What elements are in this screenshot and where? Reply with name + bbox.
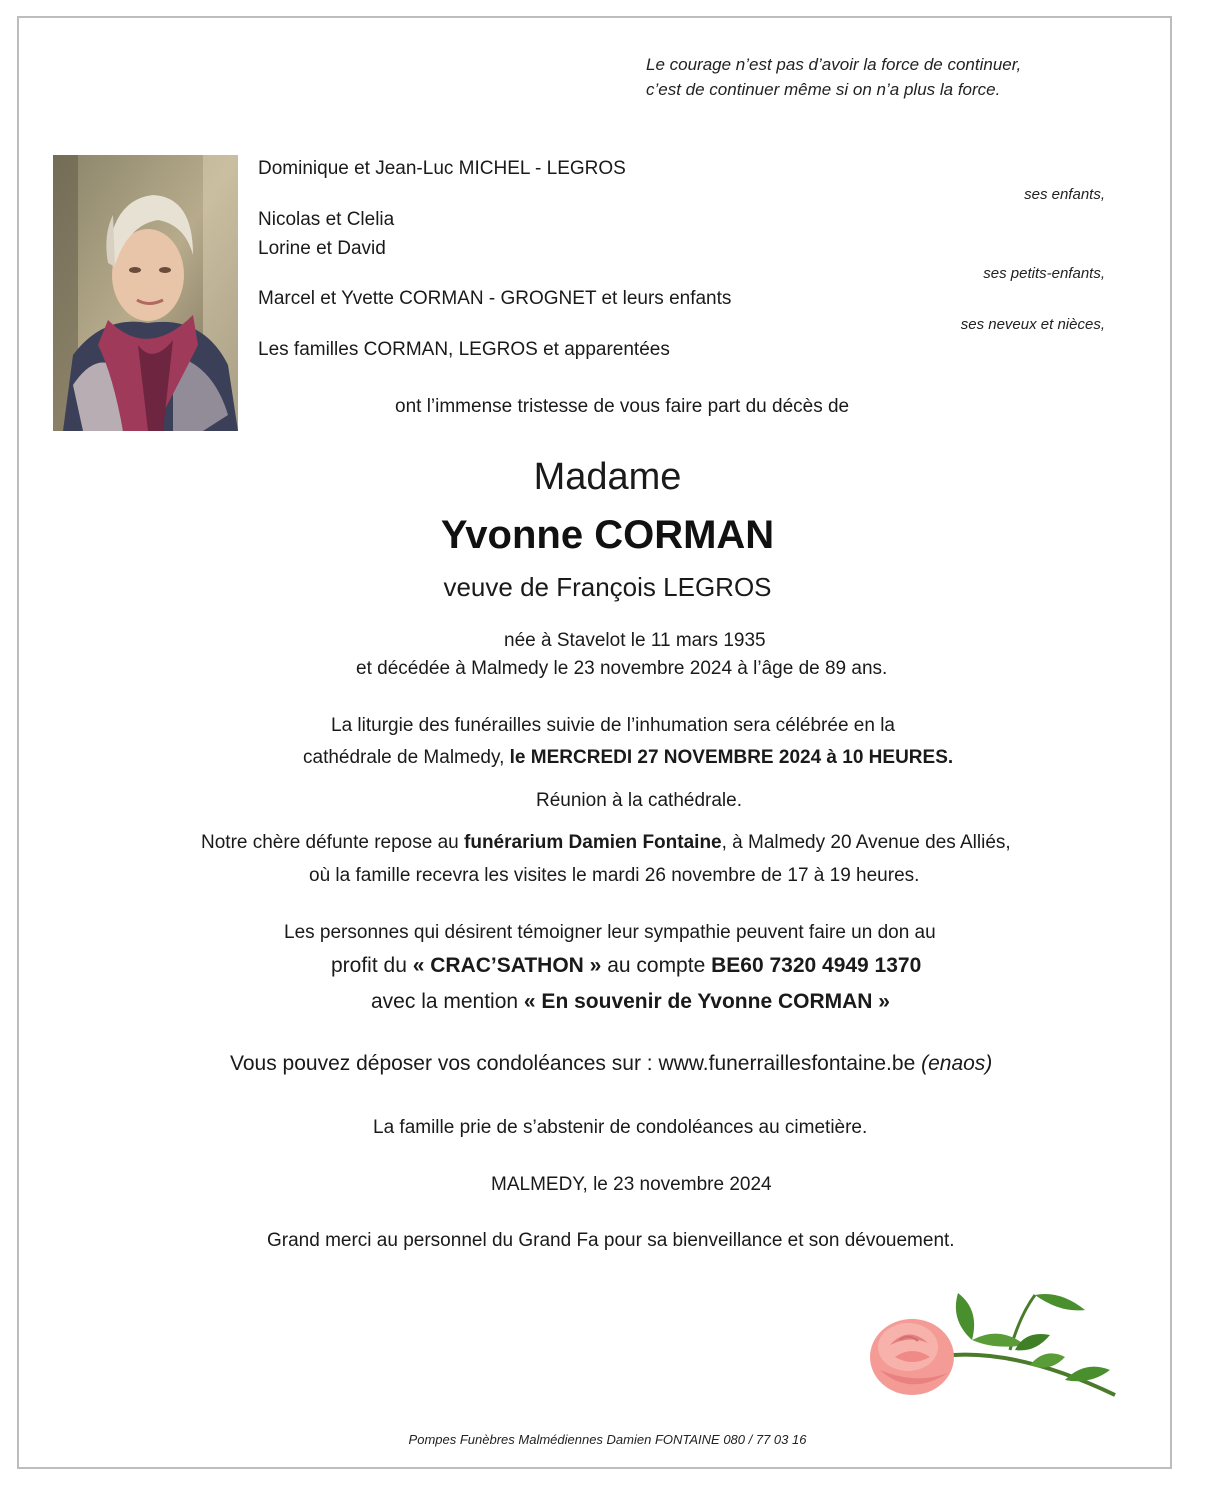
deceased-name: Yvonne CORMAN xyxy=(440,513,775,557)
rest-line-1 xyxy=(201,832,1011,854)
rest-prefix: Notre chère défunte repose au xyxy=(201,832,465,853)
ceremony-datetime: le MERCREDI 27 NOVEMBRE 2024 à 10 HEURES. xyxy=(509,747,954,768)
nephews-role: ses neveux et nièces, xyxy=(960,316,1105,333)
quote-line-1: Le courage n’est pas d’avoir la force de continuer, xyxy=(646,55,1022,74)
condolences-italic: (enaos) xyxy=(921,1052,993,1075)
condolences-line xyxy=(230,1052,992,1076)
death-line: et décédée à Malmedy le 23 novembre 2024 à l’âge de 89 ans. xyxy=(356,658,888,679)
funeral-home-name: funérarium Damien Fontaine xyxy=(464,832,722,853)
donation-mention: « En souvenir de Yvonne CORMAN » xyxy=(523,990,890,1013)
meeting-line: Réunion à la cathédrale. xyxy=(536,790,742,811)
rest-line-2: où la famille recevra les visites le mardi 26 novembre de 17 à 19 heures. xyxy=(309,865,920,886)
announcement-text: ont l’immense tristesse de vous faire part du décès de xyxy=(395,396,850,417)
place-and-date: MALMEDY, le 23 novembre 2024 xyxy=(491,1174,772,1195)
grandchildren-role: ses petits-enfants, xyxy=(983,265,1105,282)
deceased-widow: veuve de François LEGROS xyxy=(443,572,772,602)
donation-prefix: profit du xyxy=(331,954,413,977)
footer-funeral-home: Pompes Funèbres Malmédiennes Damien FONTAINE 080 / 77 03 16 xyxy=(408,1432,807,1447)
donation-charity: « CRAC’SATHON » xyxy=(412,954,602,977)
donation-account: BE60 7320 4949 1370 xyxy=(711,954,922,977)
thanks-line: Grand merci au personnel du Grand Fa pour sa bienveillance et son dévouement. xyxy=(267,1230,955,1251)
donation-line-3 xyxy=(371,990,890,1014)
nephews-names: Marcel et Yvette CORMAN - GROGNET et leurs enfants xyxy=(258,288,732,309)
donation-mention-prefix: avec la mention xyxy=(371,990,524,1013)
epigraph-quote xyxy=(646,52,1021,102)
donation-mid: au compte xyxy=(601,954,712,977)
rest-address: , à Malmedy 20 Avenue des Alliés, xyxy=(721,832,1011,853)
children-names: Dominique et Jean-Luc MICHEL - LEGROS xyxy=(258,158,626,179)
deceased-title: Madame xyxy=(533,456,682,498)
ceremony-line-2 xyxy=(303,747,953,769)
grandchildren-line-2: Lorine et David xyxy=(258,238,386,259)
condolences-text: Vous pouvez déposer vos condoléances sur : www.funerraillesfontaine.be xyxy=(230,1052,922,1075)
grandchildren-line-1: Nicolas et Clelia xyxy=(258,209,395,230)
donation-line-1: Les personnes qui désirent témoigner leur sympathie peuvent faire un don au xyxy=(284,922,936,943)
rose-image xyxy=(860,1285,1122,1417)
quote-line-2: c’est de continuer même si on n’a plus la force. xyxy=(646,80,1001,99)
families-line: Les familles CORMAN, LEGROS et apparentées xyxy=(258,339,670,360)
ceremony-place: cathédrale de Malmedy, xyxy=(303,747,510,768)
portrait-photo xyxy=(53,155,238,431)
birth-line: née à Stavelot le 11 mars 1935 xyxy=(504,630,766,651)
children-role: ses enfants, xyxy=(1024,186,1105,203)
cemetery-note: La famille prie de s’abstenir de condoléances au cimetière. xyxy=(373,1117,868,1138)
ceremony-line-1: La liturgie des funérailles suivie de l’inhumation sera célébrée en la xyxy=(331,715,895,736)
donation-line-2 xyxy=(331,954,921,978)
